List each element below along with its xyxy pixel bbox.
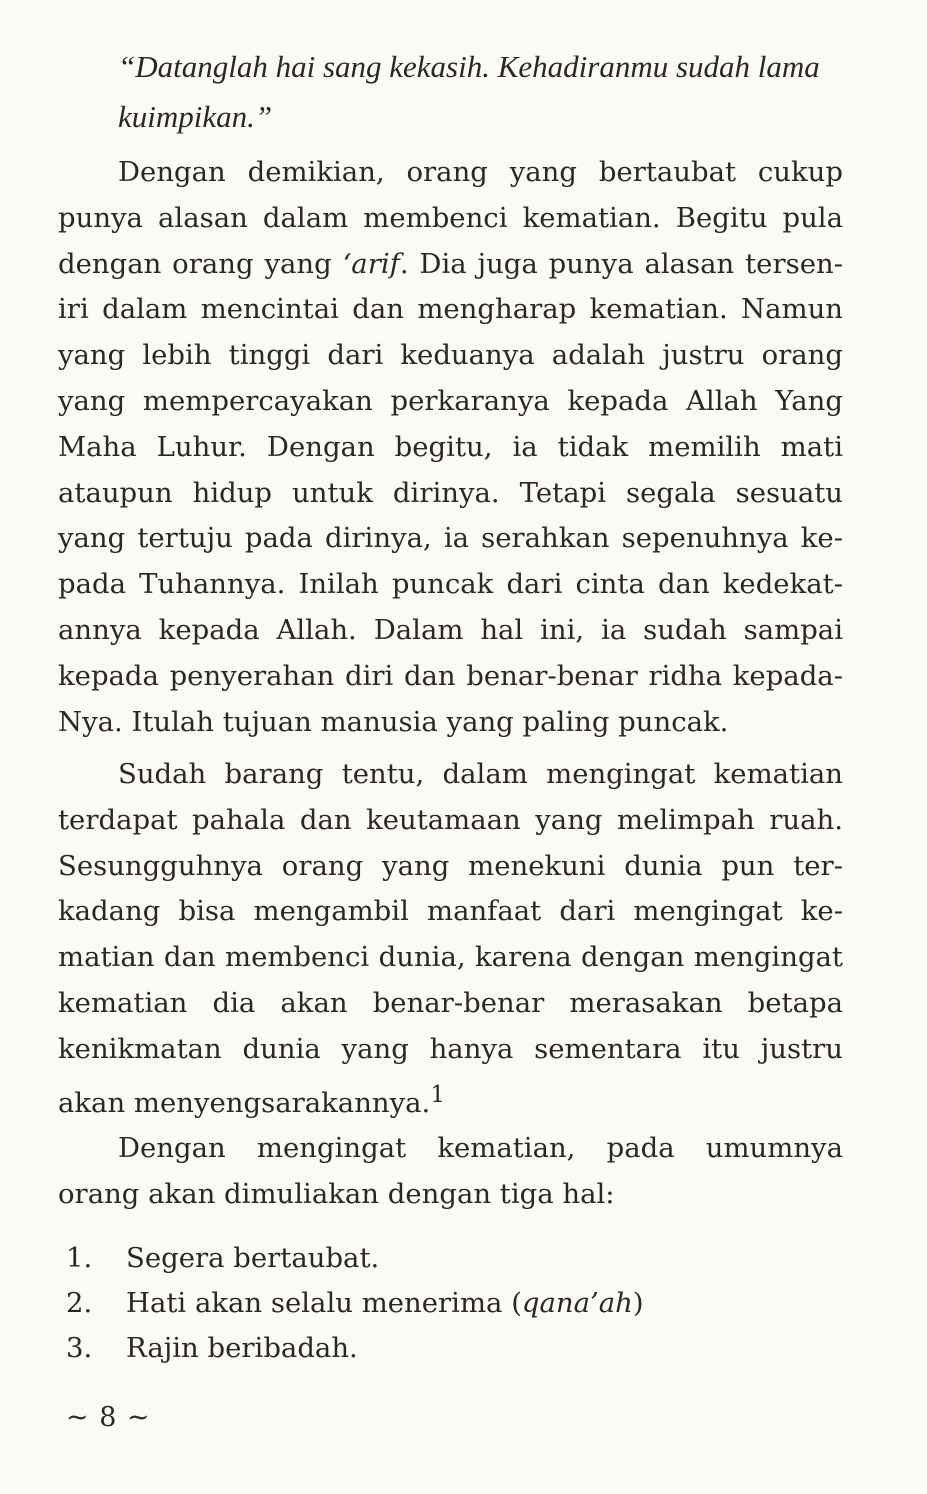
list-item — [66, 1236, 826, 1281]
paragraph-2 — [58, 752, 843, 1127]
paragraph-1-text-b: . Dia juga punya alasan terseniri dalam mencintai dan mengharap kematian. Namun yang lebih tinggi dari keduanya adalah justru orang yang mempercayakan perkaranya kepada Allah Yang Maha Luhur. Dengan begitu, ia tidak memilih mati ataupun hidup untuk dirinya. Tetapi segala sesuatu yang tertuju pada dirinya, ia serahkan sepenuhnya kepada Tuhannya. Inilah puncak dari cinta dan kedekatannya kepada Allah. Dalam hal ini, ia sudah sampai kepada penyerahan diri dan benar-benar ridha kepada-Nya. Itulah tujuan manusia yang paling puncak. — [58, 247, 843, 738]
list-item-text — [126, 1236, 379, 1281]
page-number: ~ 8 ~ — [66, 1402, 151, 1433]
list-item-number: 3. — [66, 1332, 93, 1364]
list-item-text-after: ) — [632, 1287, 644, 1319]
list-item — [66, 1326, 826, 1371]
list-item-text-main: Segera bertaubat. — [126, 1242, 380, 1274]
term-arif: ‘arif — [342, 247, 400, 280]
list-item-number: 1. — [66, 1242, 93, 1274]
paragraph-1 — [58, 150, 843, 745]
list-item-number: 2. — [66, 1287, 93, 1319]
paragraph-1-text-a: Dengan demikian, orang yang bertaubat cukup punya alasan dalam membenci kematian. Begitu pula dengan orang yang — [58, 156, 843, 280]
paragraph-2-text: Sudah barang tentu, dalam mengingat kematian terdapat pahala dan keutamaan yang melimpah ruah. Sesungguhnya orang yang menekuni dunia pun terkadang bisa mengambil manfaat dari mengingat kematian dan membenci dunia, karena dengan mengingat kematian dia akan benar-benar merasakan betapa kenikmatan dunia yang hanya sementara itu justru akan menyengsarakannya. — [58, 758, 843, 1119]
list-item — [66, 1281, 826, 1326]
footnote-marker: 1 — [430, 1081, 445, 1108]
paragraph-3 — [58, 1126, 843, 1218]
list-item-text — [126, 1281, 644, 1326]
list-item-text-main: Rajin beribadah. — [126, 1332, 358, 1364]
list-item-text-main: Hati akan selalu menerima ( — [126, 1287, 522, 1319]
list-item-term: qana’ah — [521, 1287, 633, 1319]
benefits-list — [66, 1236, 826, 1371]
opening-quote: “Datanglah hai sang kekasih. Kehadiranmu sudah lama kuimpikan.” — [118, 49, 820, 134]
paragraph-3-text: Dengan mengingat kematian, pada umumnya orang akan dimuliakan dengan tiga hal: — [58, 1132, 843, 1210]
list-item-text — [126, 1326, 358, 1371]
